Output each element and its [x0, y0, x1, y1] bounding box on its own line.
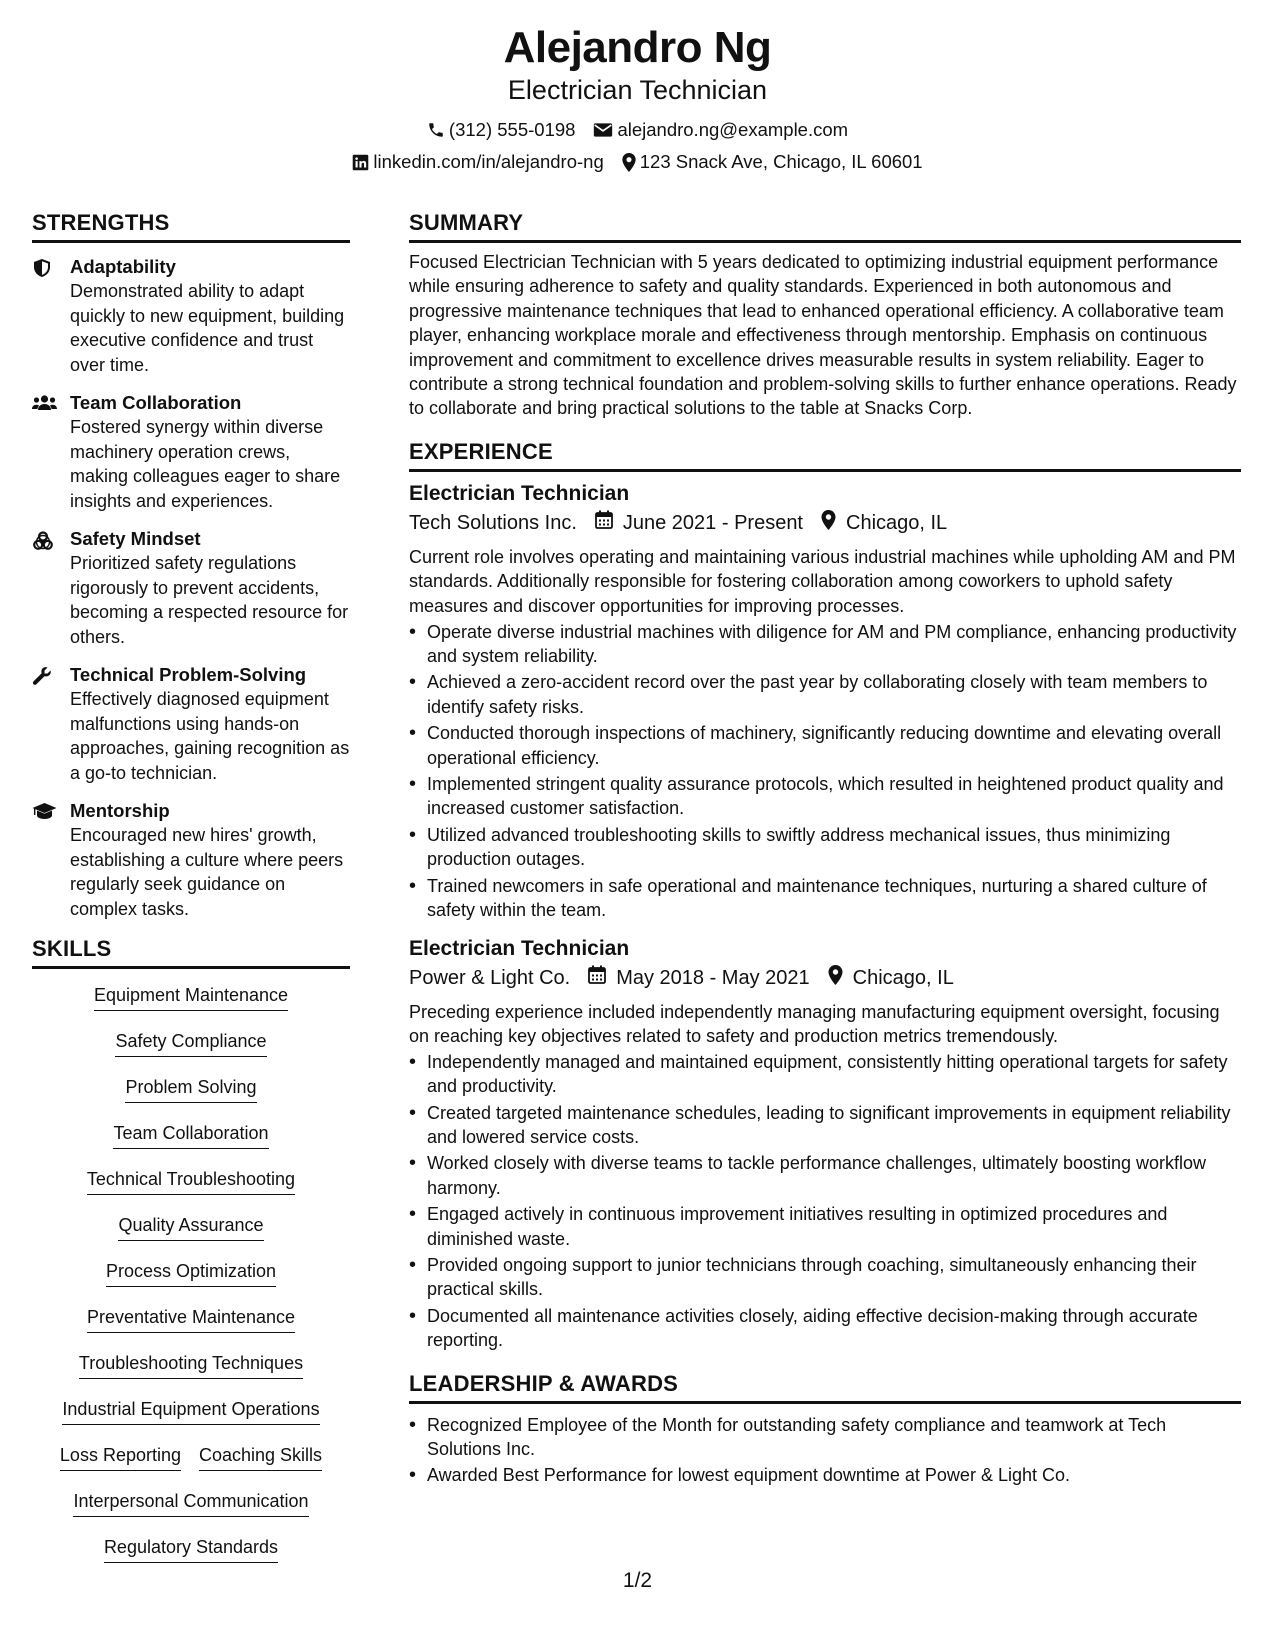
- bullet-item: • Provided ongoing support to junior technicians through coaching, simultaneously enhancing their practical skills.: [409, 1253, 1241, 1302]
- phone-contact: [427, 118, 576, 142]
- contact-row-2: [0, 150, 1275, 174]
- candidate-name: Alejandro Ng: [503, 23, 772, 72]
- skill-tag: Safety Compliance: [115, 1029, 266, 1057]
- email-contact[interactable]: [593, 118, 848, 142]
- phone-text: (312) 555-0198: [448, 119, 576, 140]
- skill-tag: Process Optimization: [106, 1259, 276, 1287]
- wrench-icon: [32, 663, 70, 785]
- company-item: [409, 965, 570, 991]
- job-location: Chicago, IL: [846, 512, 948, 535]
- company-name: Power & Light Co.: [409, 967, 571, 989]
- phone-icon: [427, 121, 445, 139]
- bullet-item: • Operate diverse industrial machines with diligence for AM and PM compliance, enhancing productivity and system reliability.: [409, 620, 1241, 669]
- job-bullets: [409, 1050, 1241, 1353]
- skill-tag: Technical Troubleshooting: [87, 1167, 295, 1195]
- strength-title: Mentorship: [70, 800, 170, 821]
- calendar-icon: [595, 510, 613, 536]
- strength-desc: Demonstrated ability to adapt quickly to new equipment, building executive confidence and trust over time.: [70, 281, 345, 375]
- job-meta: [409, 510, 1241, 537]
- graduation-cap-icon: [32, 799, 70, 921]
- bullet-item: • Achieved a zero-accident record over the past year by collaborating closely with team members to identify safety risks.: [409, 670, 1241, 719]
- company-item: [409, 510, 577, 536]
- strength-title: Technical Problem-Solving: [70, 664, 307, 685]
- strengths-list: [32, 255, 350, 921]
- job-dates: May 2018 - May 2021: [616, 967, 810, 989]
- location-item: [821, 510, 947, 537]
- dates-item: [588, 965, 809, 991]
- map-pin-icon: [821, 510, 836, 537]
- resume-header: [0, 22, 1275, 174]
- bullet-item: • Utilized advanced troubleshooting skills to swiftly address mechanical issues, thus minimizing production outages.: [409, 823, 1241, 872]
- job-description: Preceding experience included independently managing manufacturing equipment oversight, focusing on reaching key objectives related to safety and production metrics tremendously.: [409, 1001, 1220, 1047]
- summary-heading: SUMMARY: [409, 209, 1241, 243]
- strength-item: [32, 527, 350, 649]
- award-item: • Awarded Best Performance for lowest equipment downtime at Power & Light Co.: [409, 1463, 1241, 1487]
- dates-item: [595, 510, 803, 536]
- skill-tag: Preventative Maintenance: [87, 1305, 295, 1333]
- address-contact: [622, 150, 923, 174]
- strength-title: Adaptability: [70, 256, 176, 277]
- map-pin-icon: [828, 965, 843, 992]
- strength-title: Team Collaboration: [70, 392, 242, 413]
- job-entry: [409, 935, 1241, 1353]
- job-dates: June 2021 - Present: [622, 512, 803, 535]
- job-title: Electrician Technician: [409, 936, 630, 960]
- job-entry: [409, 480, 1241, 923]
- right-column: [409, 209, 1241, 1490]
- strength-desc: Prioritized safety regulations rigorously to prevent accidents, becoming a respected resource for others.: [70, 553, 349, 647]
- skills-list: [32, 983, 350, 1581]
- bullet-item: • Documented all maintenance activities closely, aiding effective decision-making through accurate reporting.: [409, 1304, 1241, 1353]
- bullet-item: • Conducted thorough inspections of machinery, significantly reducing downtime and elevating overall operational efficiency.: [409, 721, 1241, 770]
- strength-item: [32, 663, 350, 785]
- strength-item: [32, 255, 350, 377]
- strength-desc: Fostered synergy within diverse machinery operation crews, making colleagues eager to share insights and experiences.: [70, 417, 341, 511]
- skill-tag: Team Collaboration: [113, 1121, 268, 1149]
- company-name: Tech Solutions Inc.: [409, 512, 577, 535]
- skill-tag: Regulatory Standards: [104, 1535, 278, 1563]
- skill-tag: Problem Solving: [125, 1075, 256, 1103]
- email-text[interactable]: alejandro.ng@example.com: [617, 119, 849, 140]
- experience-heading: EXPERIENCE: [409, 438, 1241, 472]
- job-description: Current role involves operating and maintaining various industrial machines while upholding AM and PM standards. Additionally responsible for fostering collaboration among coworkers to uphold safety measures and discover opportunities for improving processes.: [409, 546, 1236, 617]
- page-number: 1/2: [622, 1569, 653, 1592]
- bullet-item: • Trained newcomers in safe operational and maintenance techniques, nurturing a shared culture of safety within the team.: [409, 874, 1241, 923]
- skill-tag: Coaching Skills: [199, 1443, 322, 1471]
- award-item: • Recognized Employee of the Month for outstanding safety compliance and teamwork at Tech Solutions Inc.: [409, 1413, 1241, 1462]
- strengths-heading: STRENGTHS: [32, 209, 350, 243]
- skill-tag: Equipment Maintenance: [94, 983, 288, 1011]
- bullet-item: • Independently managed and maintained equipment, consistently hitting operational targets for safety and productivity.: [409, 1050, 1241, 1099]
- location-item: [828, 965, 954, 992]
- skill-tag: Loss Reporting: [60, 1443, 181, 1471]
- strength-desc: Encouraged new hires' growth, establishing a culture where peers regularly seek guidance on complex tasks.: [70, 825, 344, 919]
- skill-tag: Industrial Equipment Operations: [62, 1397, 319, 1425]
- contact-row-1: [0, 118, 1275, 142]
- left-column: [32, 209, 350, 1581]
- skills-heading: SKILLS: [32, 935, 350, 969]
- strength-title: Safety Mindset: [70, 528, 201, 549]
- address-text: 123 Snack Ave, Chicago, IL 60601: [639, 151, 923, 172]
- job-meta: [409, 965, 1241, 992]
- skill-tag: Troubleshooting Techniques: [79, 1351, 303, 1379]
- bullet-item: • Worked closely with diverse teams to tackle performance challenges, ultimately boosting workflow harmony.: [409, 1151, 1241, 1200]
- candidate-role: Electrician Technician: [507, 75, 768, 105]
- skill-tag: Quality Assurance: [118, 1213, 263, 1241]
- map-pin-icon: [622, 153, 636, 172]
- linkedin-text[interactable]: linkedin.com/in/alejandro-ng: [373, 151, 604, 172]
- calendar-icon: [588, 965, 606, 991]
- job-location: Chicago, IL: [852, 967, 954, 989]
- linkedin-icon: [352, 154, 369, 171]
- strength-desc: Effectively diagnosed equipment malfunctions using hands-on approaches, gaining recognition as a go-to technician.: [70, 689, 350, 783]
- skill-tag: Interpersonal Communication: [73, 1489, 308, 1517]
- leadership-heading: LEADERSHIP & AWARDS: [409, 1370, 1241, 1404]
- users-icon: [32, 391, 70, 513]
- strength-item: [32, 799, 350, 921]
- strength-item: [32, 391, 350, 513]
- linkedin-contact[interactable]: [352, 150, 603, 174]
- summary-text: Focused Electrician Technician with 5 years dedicated to optimizing industrial equipment performance while ensuring adherence to safety and quality standards. Experienced in both autonomous and progressive maintenance techniques that lead to enhanced operational efficiency. A collaborative team player, enhancing workplace morale and effectiveness through mentorship. Emphasis on continuous improvement and commitment to excellence drives measurable results in system reliability. Eager to contribute a strong technical foundation and problem-solving skills to further enhance operations. Ready to collaborate and bring practical solutions to the table at Snacks Corp.: [409, 252, 1237, 419]
- biohazard-icon: [32, 527, 70, 649]
- job-bullets: [409, 620, 1241, 923]
- job-title: Electrician Technician: [409, 481, 630, 505]
- bullet-item: • Implemented stringent quality assurance protocols, which resulted in heightened product quality and increased customer satisfaction.: [409, 772, 1241, 821]
- envelope-icon: [593, 122, 613, 138]
- bullet-item: • Engaged actively in continuous improvement initiatives resulting in optimized procedures and diminished waste.: [409, 1202, 1241, 1251]
- leadership-list: [409, 1413, 1241, 1488]
- shield-icon: [32, 255, 70, 377]
- bullet-item: • Created targeted maintenance schedules, leading to significant improvements in equipment reliability and lowered service costs.: [409, 1101, 1241, 1150]
